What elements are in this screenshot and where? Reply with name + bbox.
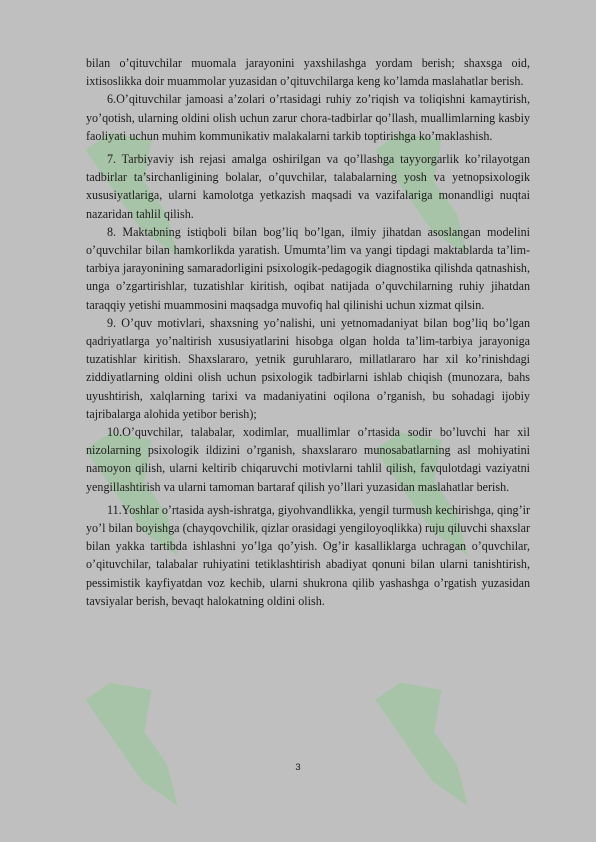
page-number: 3	[295, 762, 301, 773]
paragraph-item-7: 7. Tarbiyaviy ish rejasi amalga oshirilgan va qo’llashga tayyorgarlik ko’rilayotgan tadbirlar ta’sirchanligining bolalar, o’quvchilar, talabalarning yosh va yetnopsixologik xususiyatlariga, ularni kamolotga yetkazish maqsadi va vazifalariga monandligi nuqtai nazaridan tahlil qilish.	[86, 152, 530, 221]
body-text	[86, 54, 530, 610]
paragraph-continuation: bilan o’qituvchilar muomala jarayonini yaxshilashga yordam berish; shaxsga oid, ixtisoslikka doir muammolar yuzasidan o’qituvchilarga keng ko’lamda maslahatlar berish.	[86, 56, 530, 89]
paragraph-item-10: 10.O’quvchilar, talabalar, xodimlar, muallimlar o’rtasida sodir bo’luvchi har xil nizolarning psixologik ildizini o’rganish, shaxslararo munosabatlarning asl mohiyatini namoyon qilish, ularni keltirib chiqaruvchi motivlarni tahlil qilish, favqulotdagi vaziyatni yengillashtirish va ularni tamoman bartaraf qilish yo’llari yuzasidan maslahatlar berish.	[86, 425, 530, 494]
paragraph-item-6: 6.O’qituvchilar jamoasi a’zolari o’rtasidagi ruhiy zo’riqish va toliqishni kamaytirish, yo’qotish, ularning oldini olish uchun zarur chora-tadbirlar qo’llash, muallimlarning kasbiy faoliyati uchun muhim kommunikativ malakalarni tarkib toptirishga ko’maklashish.	[86, 92, 530, 143]
watermark-logo-icon	[80, 650, 220, 830]
paragraph-item-8: 8. Maktabning istiqboli bilan bog’liq bo’lgan, ilmiy jihatdan asoslangan modelini o’quvchilar bilan hamkorlikda yaratish. Umumta’lim va yangi tipdagi maktablarda ta’lim-tarbiya jarayonining samaradorligini psixologik-pedagogik diagnostika qilishda qatnashish, unga o’zgartirishlar, tuzatishlar kiritish, oqibat natijada o’quvchilarning ruhiy jihatdan taraqqiy yetishi muammosini maqsadga muvofiq hal qilinishi uchun xizmat qilsin.	[86, 224, 530, 312]
watermark-logo-icon	[370, 650, 510, 830]
paragraph-item-11: 11.Yoshlar o’rtasida aysh-ishratga, giyohvandlikka, yengil turmush kechirishga, qing’ir yo’l bilan boyishga (chayqovchilik, qizlar orasidagi yengiloyoqlikka) ruju qiluvchi shaxslar bilan yakka tartibda ishlashni yo’lga qo’yish. Og’ir kasalliklarga uchragan o’quvchilar, o’qituvchilar, talabalar ruhiyatini tetiklashtirish abadiyat qonuni bilan ularni tanishtirish, pessimistik kayfiyatdan voz kechib, ularni shukrona qilib yashashga o’rgatish yuzasidan tavsiyalar berish, bevaqt halokatning oldini olish.	[86, 502, 530, 608]
paragraph-item-9: 9. O’quv motivlari, shaxsning yo’nalishi, uni yetnomadaniyat bilan bog’liq bo’lgan qadriyatlarga yo’naltirish xususiyatlarini hisobga olgan holda ta’lim-tarbiya jarayoniga tuzatishlar kiritish. Shaxslararo, yetnik guruhlararo, millatlararo har xil ko’rinishdagi ziddiyatlarning oldini olish uchun psixologik tadbirlarni ishlab chiqish (munozara, bahs uyushtirish, xalqlarning tarixi va madaniyatini oqilona o’rganish, bu sohadagi ijobiy tajribalarga alohida yetibor berish);	[86, 315, 530, 421]
